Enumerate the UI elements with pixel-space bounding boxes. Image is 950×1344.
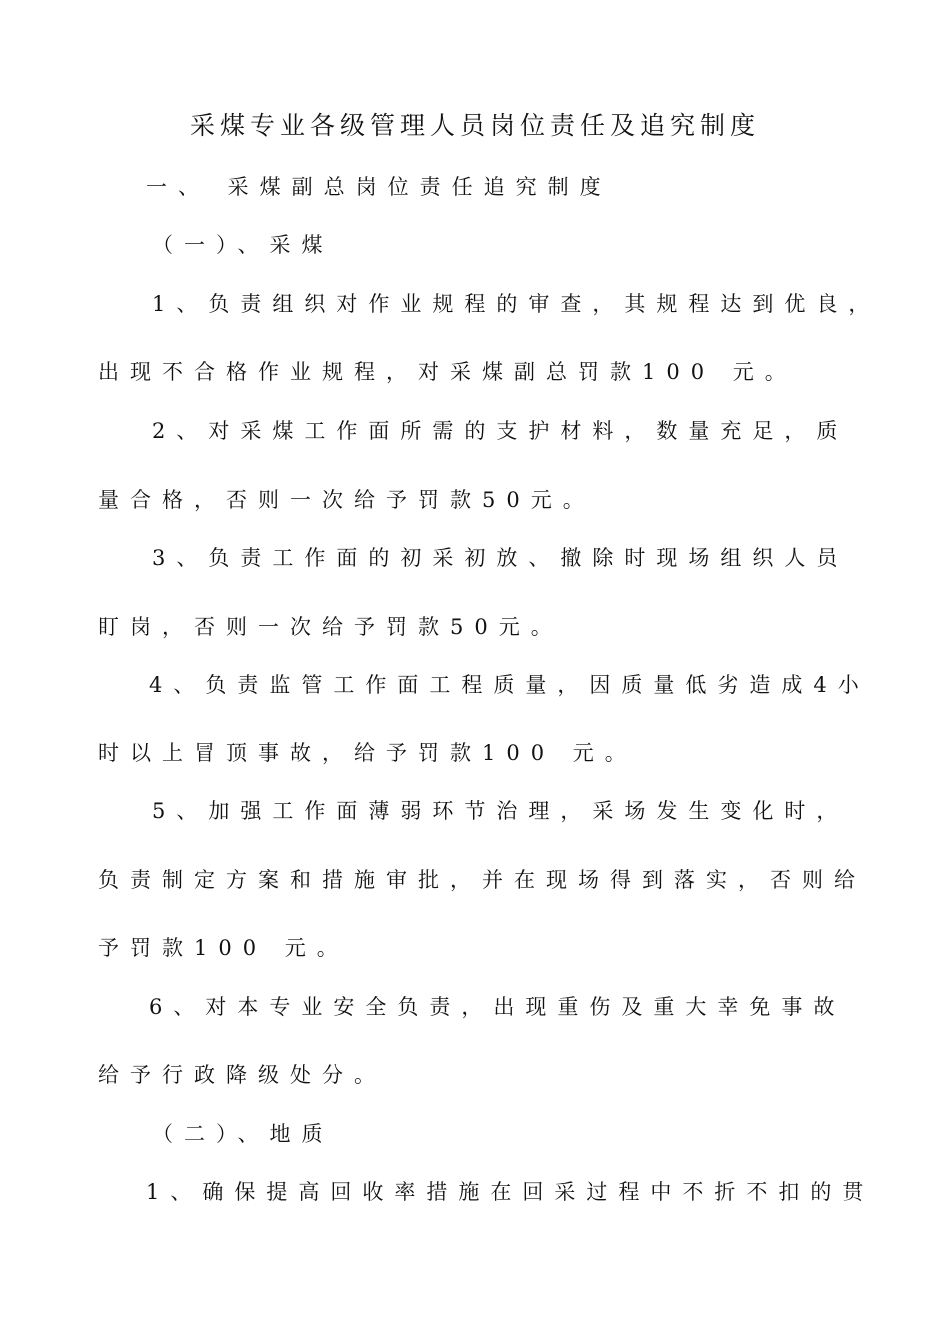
paragraph-line: 2、对采煤工作面所需的支护材料，数量充足，质 xyxy=(152,419,849,443)
paragraph-line: 负责制定方案和措施审批，并在现场得到落实，否则给 xyxy=(98,868,866,892)
paragraph-line: 盯岗，否则一次给予罚款50元。 xyxy=(98,615,563,639)
subsection-heading: （二）、地质 xyxy=(152,1122,334,1146)
paragraph-line: 出现不合格作业规程，对采煤副总罚款100 元。 xyxy=(98,360,797,384)
section-heading: 一、 采煤副总岗位责任追究制度 xyxy=(146,175,612,199)
paragraph-line: 给予行政降级处分。 xyxy=(98,1063,386,1087)
paragraph-line: 4、负责监管工作面工程质量，因质量低劣造成4小 xyxy=(149,673,870,697)
paragraph-line: 6、对本专业安全负责，出现重伤及重大幸免事故 xyxy=(149,995,846,1019)
paragraph-line: 1、确保提高回收率措施在回采过程中不折不扣的贯 xyxy=(146,1180,875,1204)
paragraph-line: 予罚款100 元。 xyxy=(98,936,349,960)
subsection-heading: （一）、采煤 xyxy=(152,233,334,257)
paragraph-line: 时以上冒顶事故，给予罚款100 元。 xyxy=(98,741,637,765)
paragraph-line: 3、负责工作面的初采初放、撤除时现场组织人员 xyxy=(152,546,849,570)
paragraph-line: 5、加强工作面薄弱环节治理，采场发生变化时， xyxy=(152,799,849,823)
document-title: 采煤专业各级管理人员岗位责任及追究制度 xyxy=(189,111,760,140)
paragraph-line: 1、负责组织对作业规程的审查，其规程达到优良， xyxy=(152,292,881,316)
paragraph-line: 量合格，否则一次给予罚款50元。 xyxy=(98,488,595,512)
